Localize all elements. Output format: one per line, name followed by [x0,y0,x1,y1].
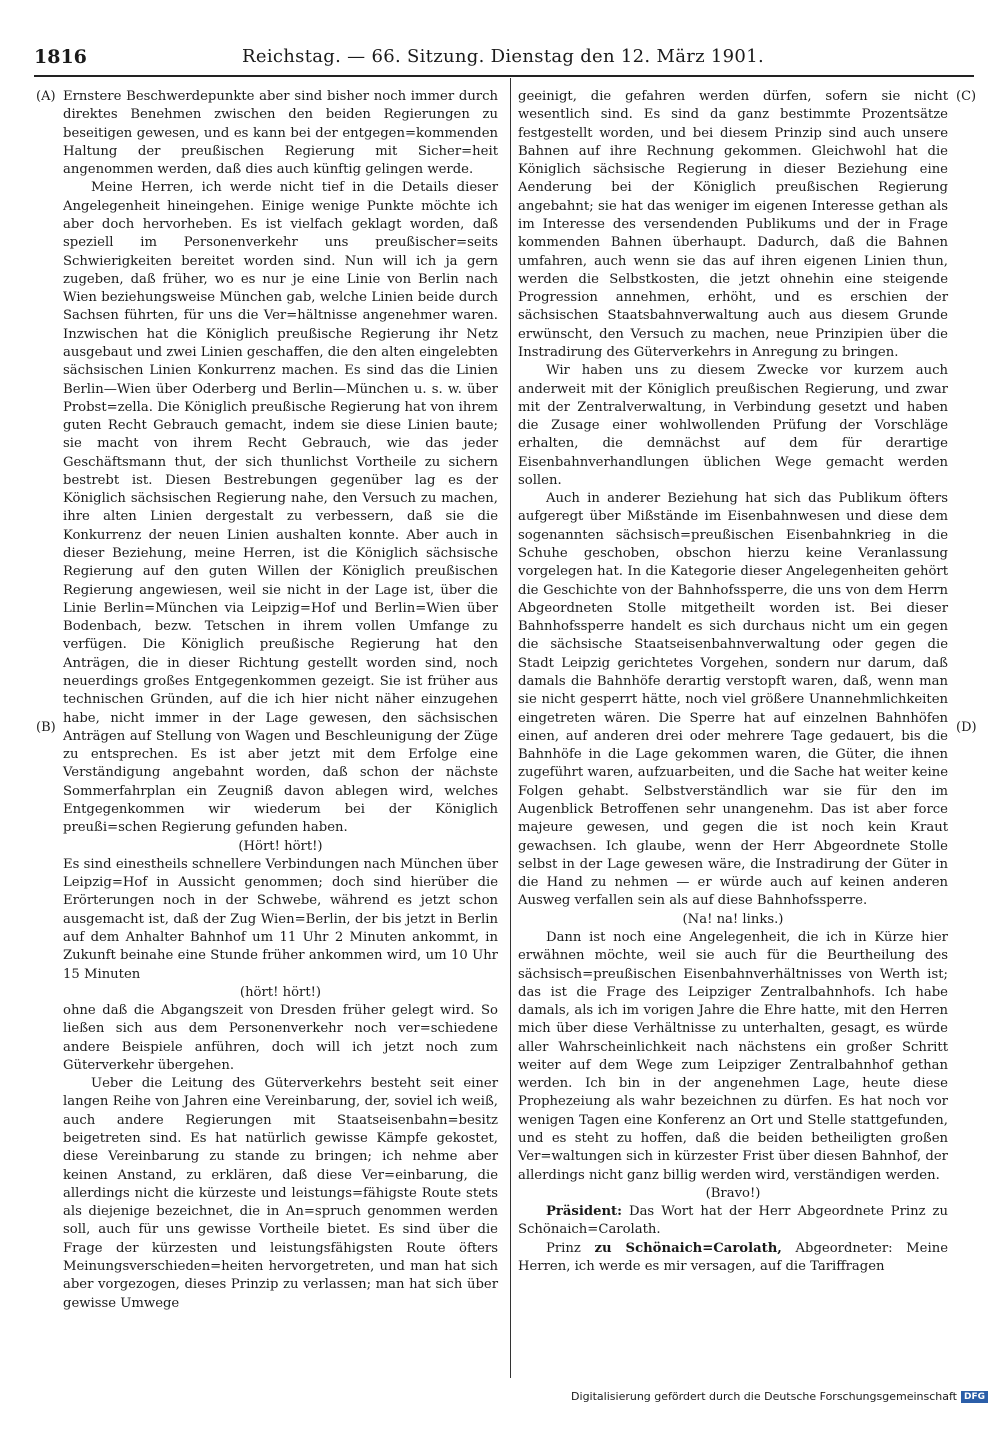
left-column [63,88,498,1313]
page-header [34,46,972,74]
speech-text: Abgeordneter: Meine Herren, ich werde es mir versagen, auf die Tariffragen [518,1240,948,1274]
margin-marker-d: (D) [956,720,977,735]
paragraph: Ueber die Leitung des Güterverkehrs besteht seit einer langen Reihe von Jahren eine Vereinbarung, der, soviel ich weiß, auch andere Regierungen mit Staatseisenbahn=besitz beigetreten sind. Es hat natürlich gewisse Kämpfe gekostet, diese Vereinbarung zu stande zu bringen; ich nehme aber keinen Anstand, zu erklären, daß diese Ver=einbarung, die allerdings nicht die kürzeste und leistungs=fähigste Route stets als diejenige bezeichnet, die in An=spruch genommen werden soll, auch für uns gewisse Vortheile bietet. Es sind über die Frage der kürzesten und leistungsfähigsten Route öfters Meinungsverschieden=heiten hervorgetreten, und man hat sich aber vorgezogen, dieses Prinzip zu verlassen; man hat sich über gewisse Umwege [63,1076,498,1311]
credit-text: Digitalisierung gefördert durch die Deutsche Forschungsgemeinschaft [571,1390,957,1403]
speaker-title: Prinz [546,1240,595,1256]
margin-marker-c: (C) [956,89,977,104]
right-column [518,88,948,1276]
speaker-name: zu Schönaich=Carolath, [594,1240,782,1256]
margin-marker-b: (B) [36,720,56,735]
paragraph: Ernstere Beschwerdepunkte aber sind bisher noch immer durch direktes Benehmen zwischen den beiden Regierungen zu beseitigen gewesen, und es kann bei der entgegen=kommenden Haltung der preußischen Regierung mit Sicher=heit angenommen werden, daß dies auch künftig gelingen werde. [63,89,498,178]
page-number: 1816 [34,46,87,68]
speaker-name: Präsident: [546,1204,623,1220]
margin-marker-a: (A) [36,89,56,104]
interjection: (Na! na! links.) [682,911,784,927]
interjection: (Bravo!) [705,1185,761,1201]
paragraph: Es sind einestheils schnellere Verbindungen nach München über Leipzig=Hof in Aussicht genommen; doch sind hierüber die Erörterungen noch in der Schwebe, während es jetzt schon ausgemacht ist, daß der Zug Wien=Berlin, der bis jetzt in Berlin auf dem Anhalter Bahnhof um 11 Uhr 2 Minuten ankommt, in Zukunft beinahe eine Stunde früher ankommen wird, um 10 Uhr 15 Minuten [63,856,498,982]
interjection: (Hört! hört!) [238,838,323,854]
paragraph: geeinigt, die gefahren werden dürfen, sofern sie nicht wesentlich sind. Es sind da ganz bestimmte Prozentsätze festgestellt worden, und bei diesem Prinzip sind auch unsere Bahnen auf ihre Rechnung gekommen. Gleichwohl hat die Königlich sächsische Regierung in dieser Beziehung eine Aenderung bei der Königlich preußischen Regierung angebahnt; sie hat das weniger im eigenen Interesse gethan als im Interesse des versendenden Publikums und der in Frage kommenden Bahnen überhaupt. Dadurch, daß die Bahnen umfahren, auch wenn sie das auf ihren eigenen Linien thun, werden die Selbstkosten, die jetzt ohnehin eine steigende Progression annehmen, erhöht, und es erschien der sächsischen Staatsbahnverwaltung auch aus diesem Grunde erwünscht, den Versuch zu machen, neue Prinzipien über die Instradirung des Güterverkehrs in Anregung zu bringen. [518,89,948,360]
dfg-logo: DFG [961,1391,988,1403]
header-rule [34,75,974,77]
paragraph: Dann ist noch eine Angelegenheit, die ich in Kürze hier erwähnen möchte, weil sie auch für die Beurtheilung des sächsisch=preußischen Eisenbahnverhältnisses von Werth ist; das ist die Frage des Leipziger Zentralbahnhofs. Ich habe damals, als ich im vorigen Jahre die Ehre hatte, mit den Herren mich über diese Verhältnisse zu unterhalten, gesagt, es würde aller Wahrscheinlichkeit nach nächstens ein großer Schritt weiter auf dem Wege zum Leipziger Zentralbahnhof gethan werden. Ich bin in der angenehmen Lage, heute diese Prophezeiung als wahr bezeichnen zu dürfen. Es hat noch vor wenigen Tagen eine Konferenz an Ort und Stelle stattgefunden, und es steht zu hoffen, daß die beiden betheiligten großen Ver=waltungen sich in kürzester Frist über diesen Bahnhof, der allerdings nicht ganz billig werden wird, verständigen werden. [518,929,948,1183]
paragraph: Auch in anderer Beziehung hat sich das Publikum öfters aufgeregt über Mißstände im Eisenbahnwesen und diese dem sogenannten sächsisch=preußischen Eisenbahnkrieg in die Schuhe geschoben, obschon hierzu keine Veranlassung vorgelegen hat. In die Kategorie dieser Angelegenheiten gehört die Geschichte von der Bahnhofssperre, die uns von dem Herrn Abgeordneten Stolle mitgetheilt worden ist. Bei dieser Bahnhofssperre handelt es sich durchaus nicht um ein gegen die sächsische Staatseisenbahnverwaltung oder gegen die Stadt Leipzig gerichtetes Vorgehen, sondern nur darum, daß damals die Bahnhöfe derartig verstopft waren, daß, wenn man sie nicht gesperrt hätte, noch viel größere Unannehmlichkeiten eingetreten wären. Die Sperre hat auf einzelnen Bahnhöfen einen, auf anderen drei oder mehrere Tage gedauert, bis die Bahnhöfe in die Lage gekommen waren, die Güter, die ihnen zugeführt waren, aufzuarbeiten, und die Sache hat weiter keine Folgen gehabt. Selbstverständlich war sie für den im Augenblick Betroffenen sehr unangenehm. Das ist aber force majeure gewesen, und gegen die ist noch kein Kraut gewachsen. Ich glaube, wenn der Herr Abgeordnete Stolle selbst in der Lage gewesen wäre, die Instradirung der Güter in die Hand zu nehmen — er würde auch auf keinen anderen Ausweg verfallen sein als auf diese Bahnhofssperre. [518,491,948,909]
speaker-paragraph [518,1203,948,1240]
paragraph: Meine Herren, ich werde nicht tief in die Details dieser Angelegenheit hineingehen. Einige wenige Punkte möchte ich aber doch hervorheben. Es ist vielfach geklagt worden, daß speziell im Personenverkehr uns preußischer=seits Schwierigkeiten bereitet worden sind. Nun will ich ja gern zugeben, daß früher, wo es nur je eine Linie von Berlin nach Wien beziehungsweise München gab, welche Linien beide durch Sachsen führten, für uns die Ver=hältnisse angenehmer waren. Inzwischen hat die Königlich preußische Regierung ihr Netz ausgebaut und zwei Linien geschaffen, die den alten eingelebten sächsischen Linien Konkurrenz machen. Es sind das die Linien Berlin—Wien über Oderberg und Berlin—München u. s. w. über Probst=zella. Die Königlich preußische Regierung hat von ihrem guten Recht Gebrauch gemacht, indem sie diese Linien baute; sie macht von ihrem Recht Gebrauch, wie das jeder Geschäftsmann thut, der sich thunlichst Vortheile zu sichern bestrebt ist. Diesen Bestrebungen gegenüber lag es der Königlich sächsischen Regierung nahe, den Versuch zu machen, ihre alten Linien dergestalt zu verbessern, daß sie die Konkurrenz der neuen Linien aushalten konnte. Aber auch in dieser Beziehung, meine Herren, ist die Königlich sächsische Regierung auf den guten Willen der Königlich preußischen Regierung angewiesen, weil sie nicht in der Lage ist, über die Linie Berlin=München via Leipzig=Hof und Berlin=Wien über Bodenbach, bezw. Tetschen in ihrem vollen Umfange zu verfügen. Die Königlich preußische Regierung hat den Anträgen, die in dieser Richtung gestellt worden sind, noch neuerdings großes Entgegenkommen gezeigt. Sie ist früher aus technischen Gründen, auf die ich hier nicht näher einzugehen habe, nicht immer in der Lage gewesen, den sächsischen Anträgen auf Stellung von Wagen und Beschleunigung der Züge zu entsprechen. Es ist aber jetzt mit dem Erfolge eine Verständigung angebahnt worden, daß schon der nächste Sommerfahrplan ein Zeugniß davon ablegen wird, welches Entgegenkommen wir wiederum bei der Königlich preußi=schen Regierung gefunden haben. [63,180,498,836]
running-title: Reichstag. — 66. Sitzung. Dienstag den 12. März 1901. [242,46,764,67]
column-divider [510,78,511,1378]
speaker-paragraph [518,1240,948,1277]
interjection: (hört! hört!) [239,984,322,1000]
digitization-credit [571,1390,988,1403]
paragraph: Wir haben uns zu diesem Zwecke vor kurzem auch anderweit mit der Königlich preußischen Regierung, und zwar mit der Zentralverwaltung, in Verbindung gesetzt und haben die Zusage einer wohlwollenden Prüfung der Vorschläge erhalten, die demnächst auf dem für derartige Eisenbahnverhandlungen üblichen Wege gemacht werden sollen. [518,363,948,488]
speech-text: Das Wort hat der Herr Abgeordnete Prinz zu Schönaich=Carolath. [518,1204,948,1238]
paragraph: ohne daß die Abgangszeit von Dresden früher gelegt wird. So ließen sich aus dem Personenverkehr noch ver=schiedene andere Beispiele anführen, doch will ich jetzt noch zum Güterverkehr übergehen. [63,1003,498,1073]
